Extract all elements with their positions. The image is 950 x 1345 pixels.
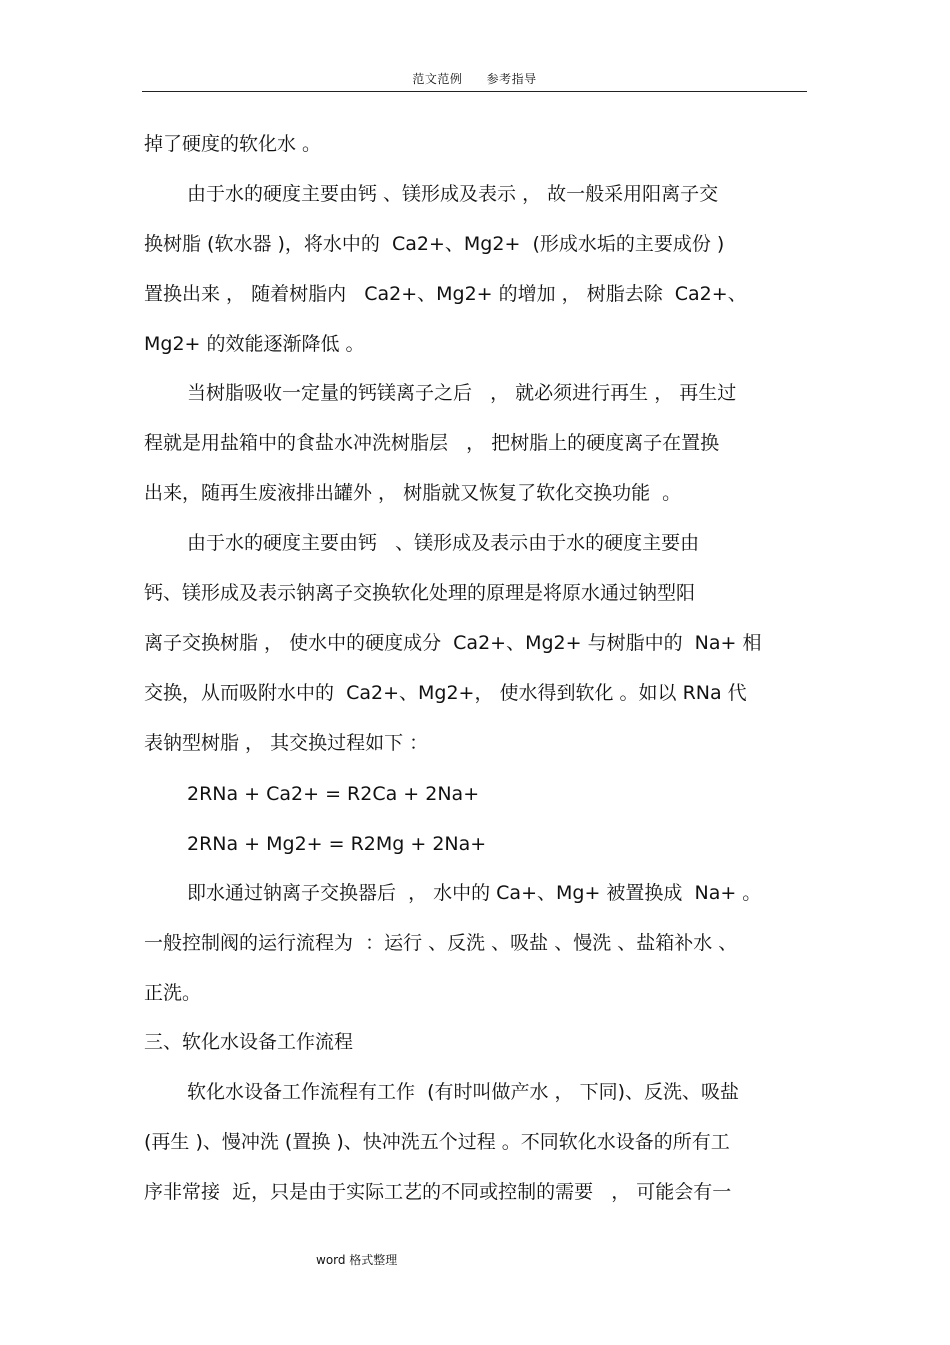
header-left-text: 范文范例: [412, 72, 463, 86]
text-line: 一般控制阀的运行流程为 ：运行 、反洗 、吸盐 、慢洗 、盐箱补水 、: [144, 932, 738, 954]
text-line: 出来，随再生废液排出罐外 ， 树脂就又恢复了软化交换功能 。: [144, 482, 682, 504]
text-line: 离子交换树脂 ， 使水中的硬度成分 Ca2+、Mg2+ 与树脂中的 Na+ 相: [144, 632, 762, 654]
page-footer: word 格式整理: [316, 1253, 398, 1267]
text-line: 置换出来 ， 随着树脂内 Ca2+、Mg2+ 的增加 ， 树脂去除 Ca2+、: [144, 283, 747, 305]
text-line: 正洗。: [144, 982, 202, 1004]
text-line: 换树脂 (软水器 )，将水中的 Ca2+、Mg2+ (形成水垢的主要成份 ): [144, 233, 725, 255]
header-rule: [142, 91, 807, 92]
text-line: 当树脂吸收一定量的钙镁离子之后 ， 就必须进行再生 ， 再生过: [187, 382, 737, 404]
text-line: 掉了硬度的软化水 。: [144, 133, 322, 155]
text-line: (再生 )、慢冲洗 (置换 )、快冲洗五个过程 。不同软化水设备的所有工: [144, 1131, 730, 1153]
text-line: 软化水设备工作流程有工作 (有时叫做产水 ， 下同)、反洗、吸盐: [187, 1081, 739, 1103]
text-line: 程就是用盐箱中的食盐水冲洗树脂层 ， 把树脂上的硬度离子在置换: [144, 432, 720, 454]
page-header: [142, 70, 807, 87]
text-line: Mg2+ 的效能逐渐降低 。: [144, 333, 365, 355]
equation-line: 2RNa + Mg2+ = R2Mg + 2Na+: [187, 833, 487, 855]
text-line: 表钠型树脂 ， 其交换过程如下 ：: [144, 732, 429, 754]
text-line: 序非常接 近，只是由于实际工艺的不同或控制的需要 ， 可能会有一: [144, 1181, 732, 1203]
equation-line: 2RNa + Ca2+ = R2Ca + 2Na+: [187, 783, 480, 805]
text-line: 由于水的硬度主要由钙 、镁形成及表示 ， 故一般采用阳离子交: [187, 183, 719, 205]
text-line: 即水通过钠离子交换器后 ， 水中的 Ca+、Mg+ 被置换成 Na+ 。: [187, 882, 762, 904]
text-line: 交换，从而吸附水中的 Ca2+、Mg2+， 使水得到软化 。如以 RNa 代: [144, 682, 747, 704]
section-heading: 三、软化水设备工作流程: [144, 1031, 354, 1053]
header-right-text: 参考指导: [486, 72, 537, 86]
text-line: 钙、镁形成及表示钠离子交换软化处理的原理是将原水通过钠型阳: [144, 582, 696, 604]
text-line: 由于水的硬度主要由钙 、镁形成及表示由于水的硬度主要由: [187, 532, 700, 554]
